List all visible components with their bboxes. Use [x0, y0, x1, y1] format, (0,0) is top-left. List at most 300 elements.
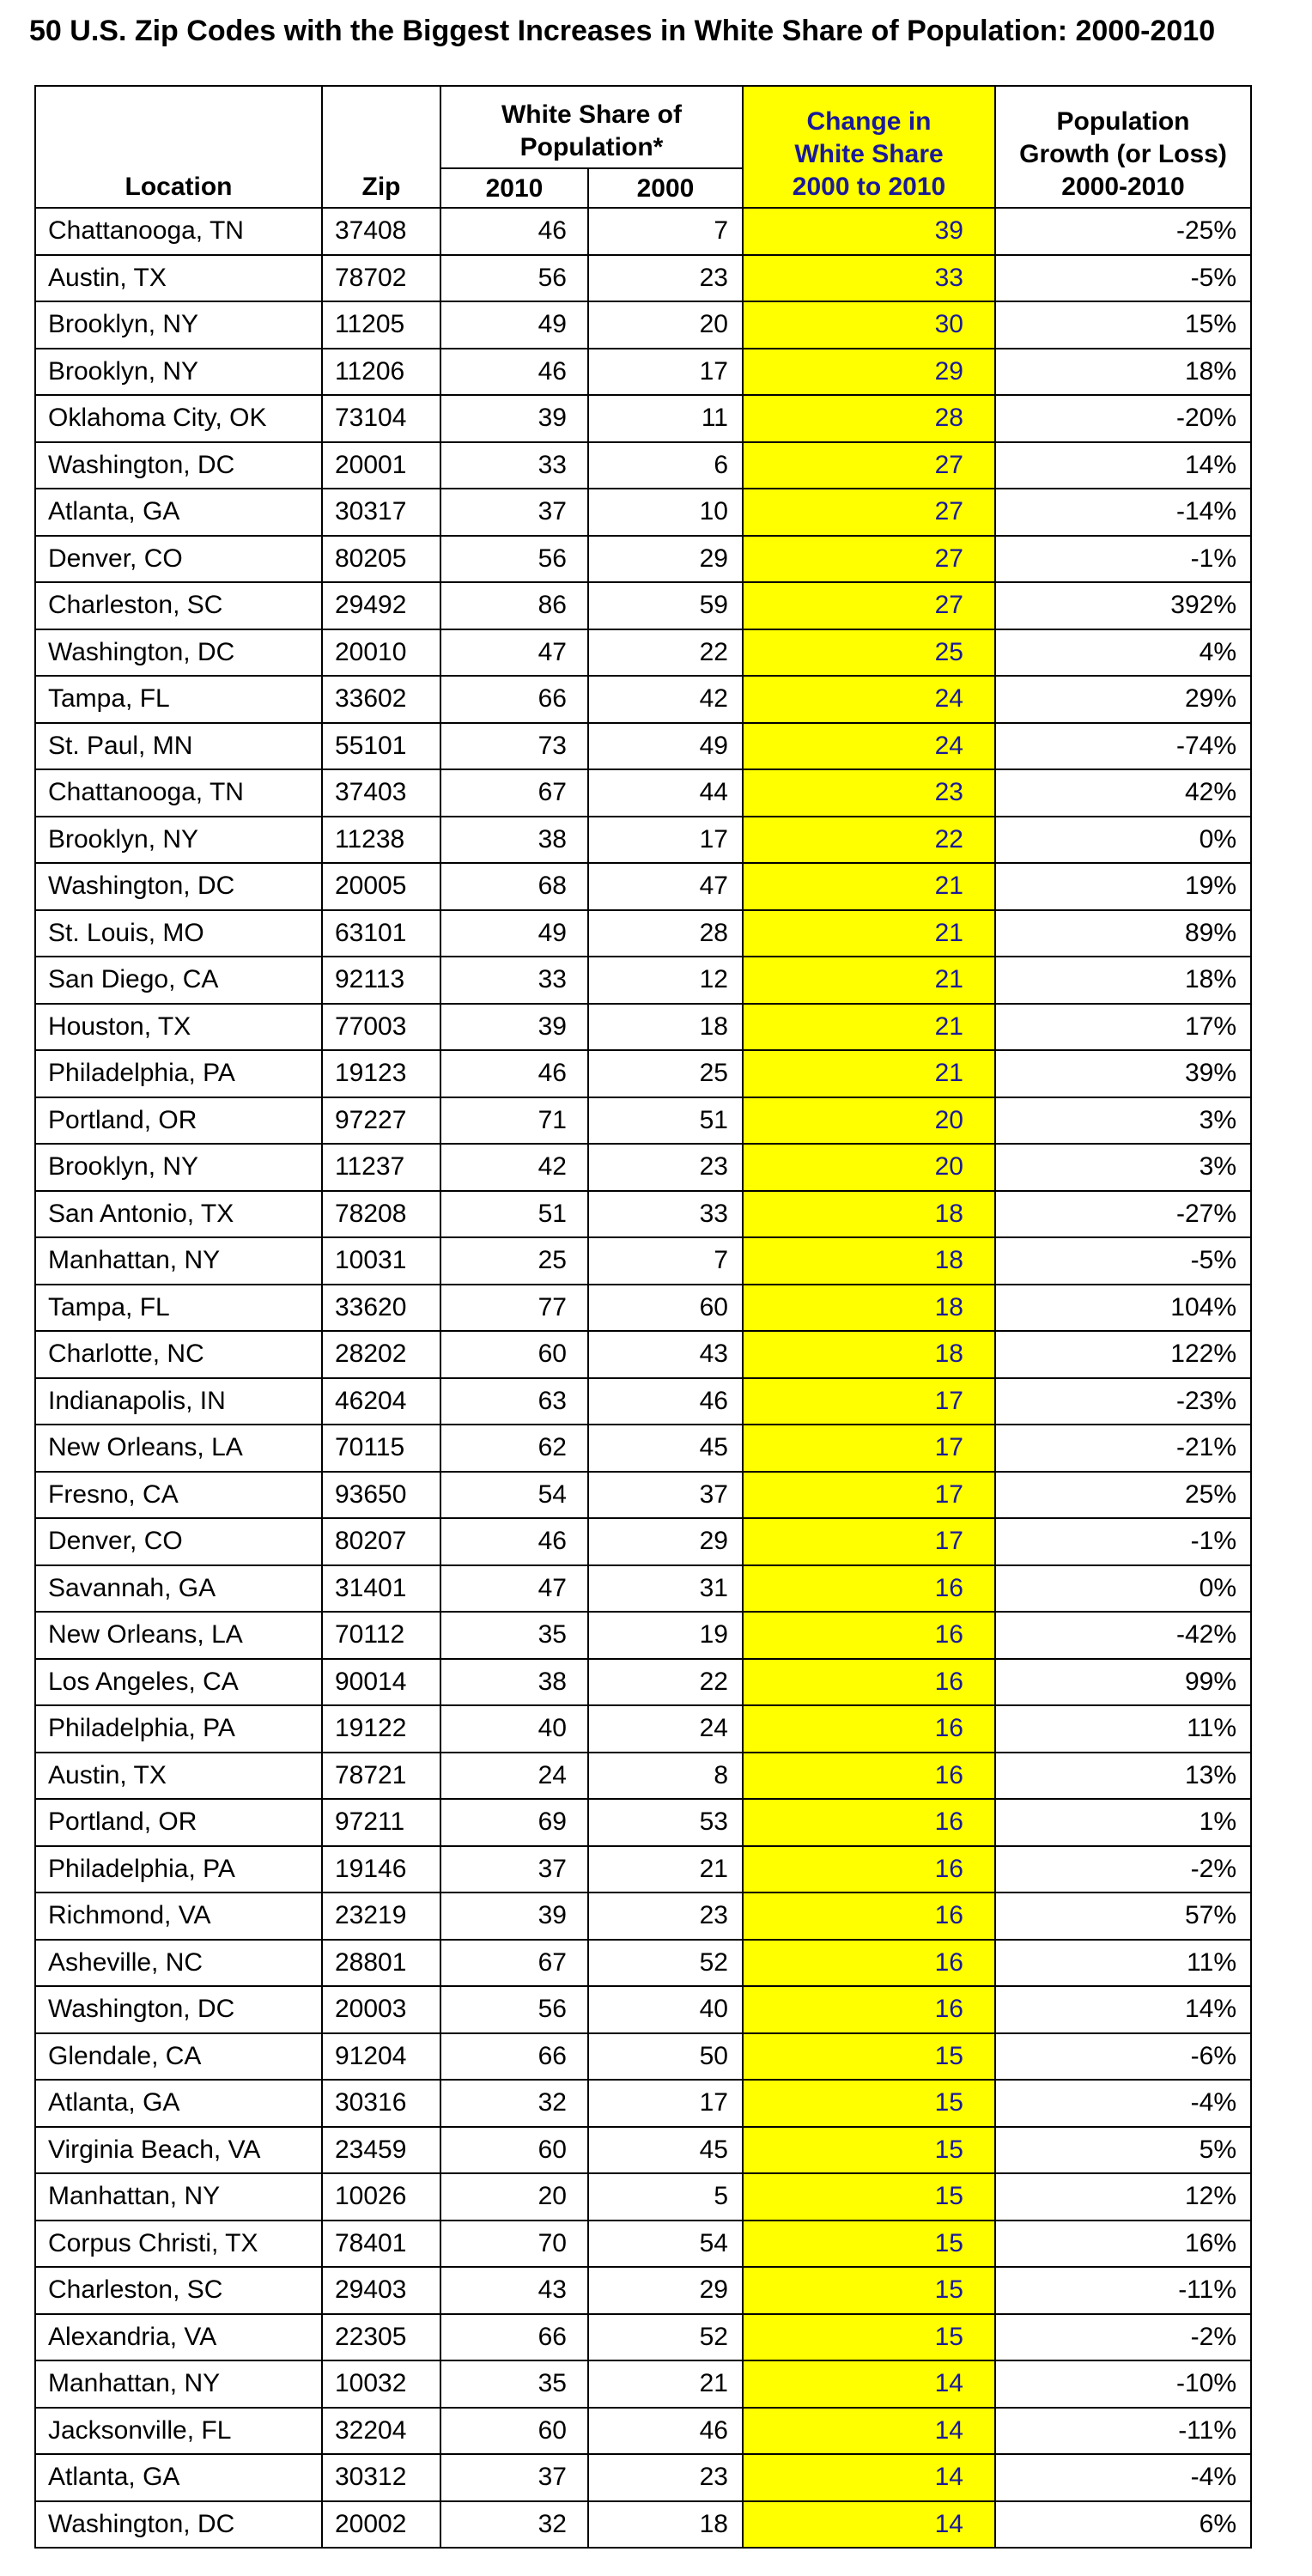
page-title: 50 U.S. Zip Codes with the Biggest Increases in White Share of Population: 2000-2010	[29, 15, 1216, 47]
white-share-2010-cell: 54	[440, 1472, 588, 1519]
white-share-2000-cell: 28	[588, 910, 743, 957]
table-row	[35, 1986, 1251, 2033]
growth-cell: -14%	[995, 489, 1251, 536]
change-cell: 15	[743, 2127, 995, 2174]
white-share-2010-cell: 56	[440, 1986, 588, 2033]
change-cell: 17	[743, 1518, 995, 1565]
white-share-2000-cell: 5	[588, 2173, 743, 2221]
table-row	[35, 2501, 1251, 2549]
white-share-2000-cell: 29	[588, 2267, 743, 2314]
change-cell: 16	[743, 1986, 995, 2033]
table-row	[35, 1565, 1251, 1613]
zip-cell: 10032	[322, 2360, 440, 2408]
zip-cell: 19123	[322, 1050, 440, 1097]
change-cell: 15	[743, 2033, 995, 2081]
change-cell: 16	[743, 1565, 995, 1613]
location-cell: Denver, CO	[35, 536, 322, 583]
table-row	[35, 1799, 1251, 1846]
white-share-2000-cell: 19	[588, 1612, 743, 1659]
table-row	[35, 208, 1251, 255]
zip-cell: 78702	[322, 255, 440, 302]
change-cell: 21	[743, 957, 995, 1004]
location-cell: Denver, CO	[35, 1518, 322, 1565]
white-share-2000-cell: 46	[588, 2408, 743, 2455]
location-cell: Indianapolis, IN	[35, 1378, 322, 1425]
zip-cell: 97227	[322, 1097, 440, 1145]
change-cell: 18	[743, 1191, 995, 1238]
change-cell: 39	[743, 208, 995, 255]
white-share-2010-cell: 47	[440, 1565, 588, 1613]
location-cell: Asheville, NC	[35, 1940, 322, 1987]
change-cell: 17	[743, 1378, 995, 1425]
table-row	[35, 1378, 1251, 1425]
growth-cell: 14%	[995, 1986, 1251, 2033]
change-cell: 21	[743, 1004, 995, 1051]
change-cell: 14	[743, 2408, 995, 2455]
growth-cell: 6%	[995, 2501, 1251, 2549]
white-share-2010-cell: 47	[440, 629, 588, 677]
growth-cell: -2%	[995, 1846, 1251, 1893]
zip-cell: 97211	[322, 1799, 440, 1846]
white-share-2010-cell: 32	[440, 2501, 588, 2549]
zip-cell: 33602	[322, 676, 440, 723]
table-row	[35, 1846, 1251, 1893]
white-share-2010-cell: 37	[440, 489, 588, 536]
growth-cell: 104%	[995, 1285, 1251, 1332]
white-share-2000-cell: 23	[588, 1893, 743, 1940]
change-cell: 14	[743, 2501, 995, 2549]
white-share-2010-cell: 67	[440, 1940, 588, 1987]
zip-cell: 55101	[322, 723, 440, 770]
white-share-2000-cell: 60	[588, 1285, 743, 1332]
table-row	[35, 769, 1251, 817]
white-share-2000-cell: 44	[588, 769, 743, 817]
table-row	[35, 1191, 1251, 1238]
white-share-2000-cell: 18	[588, 1004, 743, 1051]
location-cell: Philadelphia, PA	[35, 1050, 322, 1097]
location-cell: Philadelphia, PA	[35, 1846, 322, 1893]
white-share-2000-cell: 17	[588, 2080, 743, 2127]
change-cell: 15	[743, 2080, 995, 2127]
change-cell: 16	[743, 1612, 995, 1659]
zip-code-table	[34, 85, 1252, 2549]
zip-cell: 90014	[322, 1659, 440, 1706]
white-share-2010-cell: 49	[440, 301, 588, 349]
white-share-2000-cell: 20	[588, 301, 743, 349]
zip-cell: 20003	[322, 1986, 440, 2033]
table-row	[35, 2033, 1251, 2081]
location-cell: Washington, DC	[35, 1986, 322, 2033]
table-row	[35, 1659, 1251, 1706]
location-cell: Portland, OR	[35, 1097, 322, 1145]
table-body	[35, 208, 1251, 2548]
zip-cell: 11206	[322, 349, 440, 396]
table-row	[35, 536, 1251, 583]
location-cell: Glendale, CA	[35, 2033, 322, 2081]
white-share-2010-cell: 46	[440, 1050, 588, 1097]
zip-cell: 33620	[322, 1285, 440, 1332]
growth-cell: 0%	[995, 817, 1251, 864]
zip-cell: 32204	[322, 2408, 440, 2455]
change-cell: 16	[743, 1893, 995, 1940]
white-share-2000-cell: 52	[588, 2314, 743, 2361]
white-share-2010-cell: 38	[440, 1659, 588, 1706]
location-cell: Oklahoma City, OK	[35, 395, 322, 442]
zip-cell: 91204	[322, 2033, 440, 2081]
white-share-2010-cell: 56	[440, 536, 588, 583]
table-row	[35, 1097, 1251, 1145]
white-share-2000-cell: 29	[588, 1518, 743, 1565]
zip-cell: 20001	[322, 442, 440, 489]
white-share-2000-cell: 24	[588, 1705, 743, 1753]
zip-cell: 78208	[322, 1191, 440, 1238]
table-row	[35, 1237, 1251, 1285]
white-share-2000-cell: 33	[588, 1191, 743, 1238]
zip-cell: 92113	[322, 957, 440, 1004]
location-cell: Portland, OR	[35, 1799, 322, 1846]
change-cell: 16	[743, 1846, 995, 1893]
white-share-2000-cell: 23	[588, 2454, 743, 2501]
white-share-2010-cell: 42	[440, 1144, 588, 1191]
white-share-2010-cell: 43	[440, 2267, 588, 2314]
growth-cell: 14%	[995, 442, 1251, 489]
location-cell: Richmond, VA	[35, 1893, 322, 1940]
header-change	[743, 86, 995, 208]
change-cell: 18	[743, 1285, 995, 1332]
white-share-2010-cell: 60	[440, 1331, 588, 1378]
zip-cell: 70112	[322, 1612, 440, 1659]
growth-cell: 29%	[995, 676, 1251, 723]
table-row	[35, 582, 1251, 629]
growth-cell: -4%	[995, 2454, 1251, 2501]
growth-cell: 12%	[995, 2173, 1251, 2221]
growth-cell: 11%	[995, 1940, 1251, 1987]
location-cell: Brooklyn, NY	[35, 817, 322, 864]
change-cell: 28	[743, 395, 995, 442]
white-share-2000-cell: 53	[588, 1799, 743, 1846]
growth-cell: -2%	[995, 2314, 1251, 2361]
change-cell: 21	[743, 1050, 995, 1097]
table-row	[35, 1004, 1251, 1051]
table-row	[35, 301, 1251, 349]
growth-cell: 57%	[995, 1893, 1251, 1940]
white-share-2000-cell: 22	[588, 629, 743, 677]
location-cell: Washington, DC	[35, 863, 322, 910]
white-share-2010-cell: 37	[440, 2454, 588, 2501]
white-share-2010-cell: 66	[440, 2033, 588, 2081]
location-cell: Chattanooga, TN	[35, 769, 322, 817]
white-share-2010-cell: 51	[440, 1191, 588, 1238]
location-cell: Charleston, SC	[35, 582, 322, 629]
white-share-2010-cell: 39	[440, 1004, 588, 1051]
zip-cell: 30316	[322, 2080, 440, 2127]
growth-cell: -25%	[995, 208, 1251, 255]
white-share-2000-cell: 11	[588, 395, 743, 442]
white-share-2000-cell: 6	[588, 442, 743, 489]
zip-cell: 37408	[322, 208, 440, 255]
table-row	[35, 629, 1251, 677]
header-white-share-line1: White Share of	[501, 100, 682, 129]
table-row	[35, 2080, 1251, 2127]
growth-cell: -11%	[995, 2408, 1251, 2455]
white-share-2000-cell: 17	[588, 349, 743, 396]
change-cell: 23	[743, 769, 995, 817]
zip-cell: 78401	[322, 2221, 440, 2268]
table-row	[35, 676, 1251, 723]
white-share-2000-cell: 23	[588, 255, 743, 302]
change-cell: 16	[743, 1753, 995, 1800]
zip-cell: 10026	[322, 2173, 440, 2221]
table-row	[35, 1285, 1251, 1332]
location-cell: Atlanta, GA	[35, 2080, 322, 2127]
zip-cell: 11205	[322, 301, 440, 349]
zip-cell: 23459	[322, 2127, 440, 2174]
zip-cell: 20005	[322, 863, 440, 910]
location-cell: Charleston, SC	[35, 2267, 322, 2314]
zip-cell: 19122	[322, 1705, 440, 1753]
change-cell: 21	[743, 863, 995, 910]
header-growth-line1: Population	[1056, 107, 1190, 136]
growth-cell: -10%	[995, 2360, 1251, 2408]
white-share-2010-cell: 40	[440, 1705, 588, 1753]
table-row	[35, 1518, 1251, 1565]
zip-cell: 20010	[322, 629, 440, 677]
white-share-2010-cell: 70	[440, 2221, 588, 2268]
white-share-2000-cell: 51	[588, 1097, 743, 1145]
change-cell: 27	[743, 489, 995, 536]
header-white-share	[440, 86, 743, 168]
white-share-2010-cell: 49	[440, 910, 588, 957]
white-share-2010-cell: 46	[440, 208, 588, 255]
location-cell: Atlanta, GA	[35, 2454, 322, 2501]
white-share-2000-cell: 37	[588, 1472, 743, 1519]
location-cell: Alexandria, VA	[35, 2314, 322, 2361]
change-cell: 14	[743, 2360, 995, 2408]
growth-cell: 13%	[995, 1753, 1251, 1800]
location-cell: Philadelphia, PA	[35, 1705, 322, 1753]
change-cell: 24	[743, 723, 995, 770]
white-share-2000-cell: 7	[588, 1237, 743, 1285]
header-change-line1: Change in	[806, 107, 932, 136]
growth-cell: -5%	[995, 1237, 1251, 1285]
header-zip: Zip	[322, 86, 440, 208]
white-share-2010-cell: 25	[440, 1237, 588, 1285]
growth-cell: -23%	[995, 1378, 1251, 1425]
change-cell: 15	[743, 2267, 995, 2314]
location-cell: Brooklyn, NY	[35, 349, 322, 396]
growth-cell: 17%	[995, 1004, 1251, 1051]
growth-cell: 1%	[995, 1799, 1251, 1846]
white-share-2010-cell: 35	[440, 2360, 588, 2408]
table-row	[35, 957, 1251, 1004]
location-cell: Houston, TX	[35, 1004, 322, 1051]
change-cell: 27	[743, 442, 995, 489]
table-row	[35, 910, 1251, 957]
location-cell: Chattanooga, TN	[35, 208, 322, 255]
zip-cell: 30317	[322, 489, 440, 536]
growth-cell: 3%	[995, 1144, 1251, 1191]
white-share-2000-cell: 49	[588, 723, 743, 770]
white-share-2000-cell: 17	[588, 817, 743, 864]
location-cell: Virginia Beach, VA	[35, 2127, 322, 2174]
header-growth-line3: 2000-2010	[1061, 173, 1185, 201]
white-share-2000-cell: 59	[588, 582, 743, 629]
growth-cell: 25%	[995, 1472, 1251, 1519]
white-share-2000-cell: 29	[588, 536, 743, 583]
location-cell: Charlotte, NC	[35, 1331, 322, 1378]
location-cell: Atlanta, GA	[35, 489, 322, 536]
table-row	[35, 2173, 1251, 2221]
table-row	[35, 2314, 1251, 2361]
header-year-2000: 2000	[588, 168, 743, 208]
zip-cell: 29403	[322, 2267, 440, 2314]
white-share-2000-cell: 21	[588, 2360, 743, 2408]
table-row	[35, 863, 1251, 910]
zip-cell: 77003	[322, 1004, 440, 1051]
header-white-share-line2: Population*	[519, 133, 664, 161]
white-share-2010-cell: 69	[440, 1799, 588, 1846]
change-cell: 16	[743, 1940, 995, 1987]
zip-cell: 93650	[322, 1472, 440, 1519]
white-share-2010-cell: 68	[440, 863, 588, 910]
zip-cell: 22305	[322, 2314, 440, 2361]
header-year-2010: 2010	[440, 168, 588, 208]
location-cell: Manhattan, NY	[35, 2173, 322, 2221]
change-cell: 18	[743, 1331, 995, 1378]
change-cell: 24	[743, 676, 995, 723]
zip-cell: 11237	[322, 1144, 440, 1191]
white-share-2000-cell: 7	[588, 208, 743, 255]
location-cell: Washington, DC	[35, 2501, 322, 2549]
table-row	[35, 1425, 1251, 1472]
change-cell: 15	[743, 2314, 995, 2361]
location-cell: Washington, DC	[35, 629, 322, 677]
table-row	[35, 2454, 1251, 2501]
growth-cell: 99%	[995, 1659, 1251, 1706]
location-cell: St. Paul, MN	[35, 723, 322, 770]
zip-cell: 29492	[322, 582, 440, 629]
zip-cell: 63101	[322, 910, 440, 957]
growth-cell: 39%	[995, 1050, 1251, 1097]
table-row	[35, 1940, 1251, 1987]
location-cell: Manhattan, NY	[35, 2360, 322, 2408]
table-row	[35, 1612, 1251, 1659]
change-cell: 16	[743, 1659, 995, 1706]
change-cell: 16	[743, 1799, 995, 1846]
growth-cell: -1%	[995, 536, 1251, 583]
location-cell: San Antonio, TX	[35, 1191, 322, 1238]
location-cell: Fresno, CA	[35, 1472, 322, 1519]
white-share-2010-cell: 33	[440, 957, 588, 1004]
location-cell: Austin, TX	[35, 1753, 322, 1800]
white-share-2010-cell: 32	[440, 2080, 588, 2127]
location-cell: Tampa, FL	[35, 1285, 322, 1332]
growth-cell: -27%	[995, 1191, 1251, 1238]
location-cell: San Diego, CA	[35, 957, 322, 1004]
table-row	[35, 2221, 1251, 2268]
zip-cell: 70115	[322, 1425, 440, 1472]
zip-cell: 28202	[322, 1331, 440, 1378]
white-share-2000-cell: 47	[588, 863, 743, 910]
table-row	[35, 442, 1251, 489]
white-share-2010-cell: 63	[440, 1378, 588, 1425]
table-row	[35, 1753, 1251, 1800]
white-share-2010-cell: 39	[440, 1893, 588, 1940]
white-share-2000-cell: 10	[588, 489, 743, 536]
white-share-2010-cell: 66	[440, 676, 588, 723]
white-share-2010-cell: 46	[440, 1518, 588, 1565]
zip-cell: 23219	[322, 1893, 440, 1940]
white-share-2000-cell: 12	[588, 957, 743, 1004]
white-share-2000-cell: 40	[588, 1986, 743, 2033]
zip-cell: 31401	[322, 1565, 440, 1613]
growth-cell: 392%	[995, 582, 1251, 629]
white-share-2010-cell: 35	[440, 1612, 588, 1659]
change-cell: 18	[743, 1237, 995, 1285]
location-cell: New Orleans, LA	[35, 1425, 322, 1472]
location-cell: St. Louis, MO	[35, 910, 322, 957]
growth-cell: 19%	[995, 863, 1251, 910]
zip-cell: 46204	[322, 1378, 440, 1425]
location-cell: Brooklyn, NY	[35, 301, 322, 349]
white-share-2000-cell: 52	[588, 1940, 743, 1987]
zip-cell: 20002	[322, 2501, 440, 2549]
header-change-line2: White Share	[794, 140, 944, 168]
white-share-2010-cell: 67	[440, 769, 588, 817]
white-share-2010-cell: 60	[440, 2127, 588, 2174]
growth-cell: -74%	[995, 723, 1251, 770]
table-row	[35, 2360, 1251, 2408]
growth-cell: -11%	[995, 2267, 1251, 2314]
white-share-2000-cell: 22	[588, 1659, 743, 1706]
growth-cell: 18%	[995, 349, 1251, 396]
location-cell: Corpus Christi, TX	[35, 2221, 322, 2268]
growth-cell: 11%	[995, 1705, 1251, 1753]
growth-cell: -4%	[995, 2080, 1251, 2127]
table-row	[35, 2408, 1251, 2455]
white-share-2010-cell: 66	[440, 2314, 588, 2361]
change-cell: 14	[743, 2454, 995, 2501]
location-cell: Manhattan, NY	[35, 1237, 322, 1285]
change-cell: 15	[743, 2221, 995, 2268]
table-row	[35, 1893, 1251, 1940]
white-share-2000-cell: 45	[588, 1425, 743, 1472]
table-row	[35, 1472, 1251, 1519]
location-cell: Los Angeles, CA	[35, 1659, 322, 1706]
change-cell: 25	[743, 629, 995, 677]
change-cell: 27	[743, 536, 995, 583]
white-share-2010-cell: 56	[440, 255, 588, 302]
change-cell: 33	[743, 255, 995, 302]
table-row	[35, 349, 1251, 396]
growth-cell: -42%	[995, 1612, 1251, 1659]
change-cell: 16	[743, 1705, 995, 1753]
location-cell: Brooklyn, NY	[35, 1144, 322, 1191]
table-header	[35, 86, 1251, 208]
change-cell: 30	[743, 301, 995, 349]
growth-cell: 15%	[995, 301, 1251, 349]
table-row	[35, 1144, 1251, 1191]
white-share-2010-cell: 33	[440, 442, 588, 489]
growth-cell: 18%	[995, 957, 1251, 1004]
change-cell: 20	[743, 1144, 995, 1191]
white-share-2010-cell: 62	[440, 1425, 588, 1472]
growth-cell: -6%	[995, 2033, 1251, 2081]
location-cell: Washington, DC	[35, 442, 322, 489]
growth-cell: 16%	[995, 2221, 1251, 2268]
white-share-2000-cell: 21	[588, 1846, 743, 1893]
zip-cell: 11238	[322, 817, 440, 864]
